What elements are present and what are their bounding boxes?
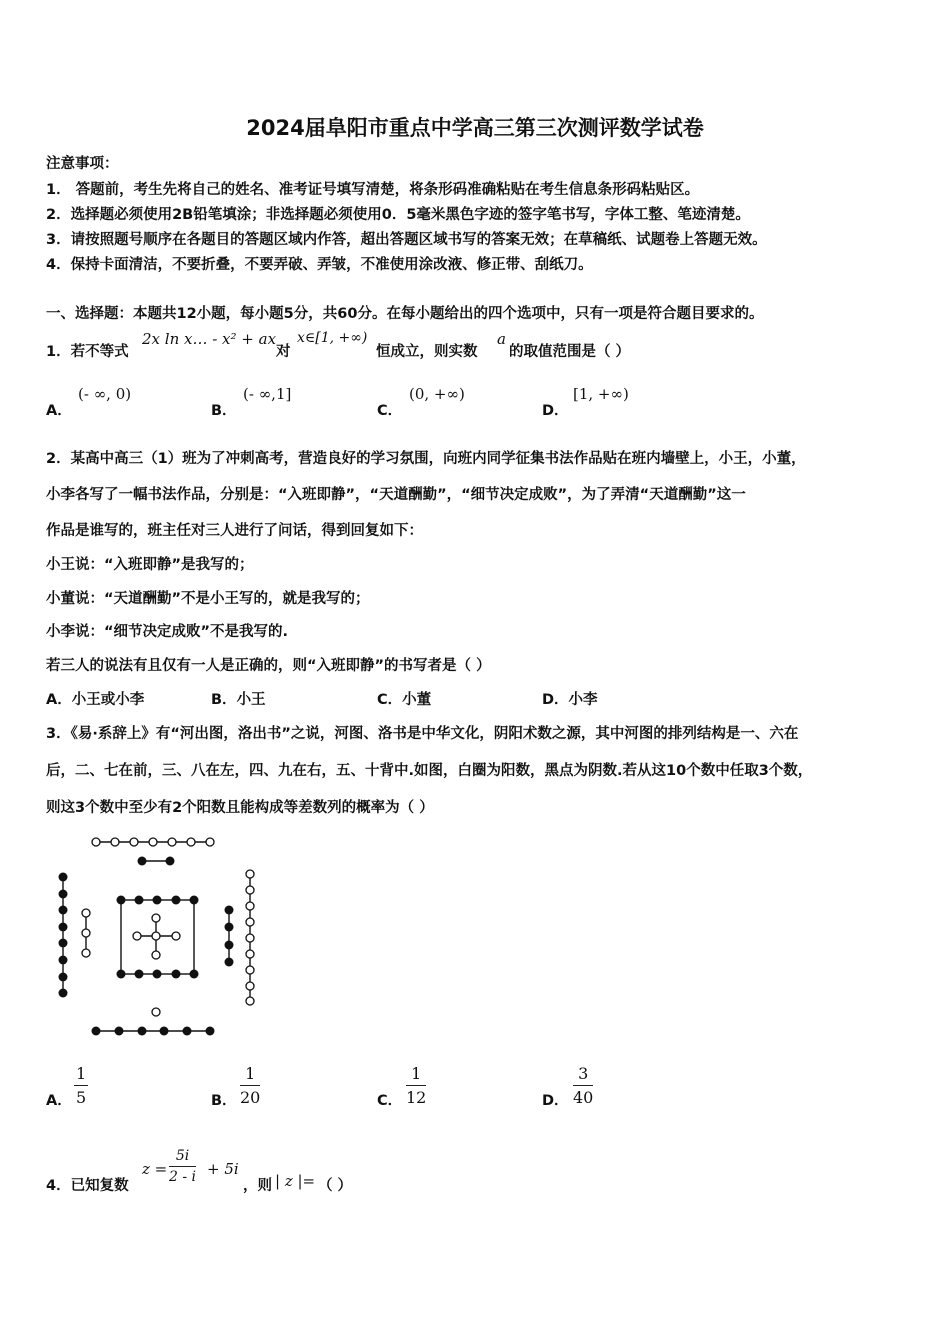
q2-line-7: 若三人的说法有且仅有一人是正确的，则“入班即静”的书写者是（ ） bbox=[46, 658, 491, 674]
q2-option-d: D．小李 bbox=[542, 692, 598, 708]
q2-option-b: B．小王 bbox=[211, 692, 266, 708]
q3-option-a-num: 1 bbox=[74, 1064, 88, 1086]
q3-option-c-fraction bbox=[406, 1064, 426, 1107]
q3-option-d-label: D． bbox=[542, 1093, 569, 1109]
q3-option-a-fraction bbox=[74, 1064, 88, 1107]
q3-option-b-num: 1 bbox=[240, 1064, 260, 1086]
q2-line-1: 2．某高中高三（1）班为了冲刺高考，营造良好的学习氛围，向班内同学征集书法作品贴在班内墙壁上，小王，小董， bbox=[46, 451, 806, 467]
q3-option-a-den: 5 bbox=[76, 1088, 87, 1107]
q3-option-a-label: A． bbox=[46, 1093, 72, 1109]
q1-prefix: 1．若不等式 bbox=[46, 344, 129, 360]
q4-suffix-2: （ ） bbox=[318, 1178, 353, 1194]
q4-prefix: 4．已知复数 bbox=[46, 1178, 129, 1194]
notice-item-2: 2．选择题必须使用2B铅笔填涂；非选择题必须使用0．5毫米黑色字迹的签字笔书写，字体工整、笔迹清楚。 bbox=[46, 207, 750, 223]
notice-heading: 注意事项： bbox=[46, 156, 119, 172]
q4-suffix-1: ，则 bbox=[243, 1178, 272, 1194]
q1-suffix-1: 恒成立，则实数 bbox=[376, 344, 478, 360]
q1-option-d-value: [1, +∞) bbox=[573, 385, 629, 403]
q4-abs: | z |= bbox=[275, 1172, 316, 1190]
q1-suffix-2: 的取值范围是（ ） bbox=[509, 344, 631, 360]
q2-option-a: A．小王或小李 bbox=[46, 692, 145, 708]
q4-rhs: + 5i bbox=[207, 1160, 239, 1178]
q3-option-b-label: B． bbox=[211, 1093, 237, 1109]
q1-option-c-label: C． bbox=[377, 403, 403, 419]
notice-item-3: 3．请按照题号顺序在各题目的答题区域内作答，超出答题区域书写的答案无效；在草稿纸、试题卷上答题无效。 bbox=[46, 232, 767, 248]
q3-option-d-num: 3 bbox=[573, 1064, 593, 1086]
q1-inequality: 2x ln x… - x² + ax bbox=[142, 330, 277, 348]
q3-option-d-fraction bbox=[573, 1064, 593, 1107]
q4-fraction bbox=[169, 1148, 196, 1185]
q1-option-b-label: B． bbox=[211, 403, 237, 419]
q1-var: a bbox=[497, 330, 506, 348]
q2-line-2: 小李各写了一幅书法作品，分别是：“入班即静”，“天道酬勤”，“细节决定成败”，为了弄清“天道酬勤”这一 bbox=[46, 487, 746, 503]
q3-option-d-den: 40 bbox=[573, 1088, 594, 1107]
q1-option-d-label: D． bbox=[542, 403, 569, 419]
q2-line-3: 作品是谁写的，班主任对三人进行了问话，得到回复如下： bbox=[46, 523, 423, 539]
black-dots bbox=[59, 857, 234, 1036]
q3-option-c-label: C． bbox=[377, 1093, 403, 1109]
hetu-diagram bbox=[40, 826, 280, 1048]
q1-mid: 对 bbox=[276, 344, 291, 360]
q1-option-b-value: (- ∞,1] bbox=[243, 385, 292, 403]
page-title: 2024届阜阳市重点中学高三第三次测评数学试卷 bbox=[246, 116, 704, 140]
q1-option-a-value: (- ∞, 0) bbox=[78, 385, 132, 403]
q3-line-1: 3．《易·系辞上》有“河出图，洛出书”之说，河图、洛书是中华文化，阴阳术数之源，其中河图的排列结构是一、六在 bbox=[46, 726, 799, 742]
q1-domain: x∈[1, +∞) bbox=[297, 330, 368, 346]
q2-line-5: 小董说：“天道酬勤”不是小王写的，就是我写的； bbox=[46, 591, 370, 607]
q4-num: 5i bbox=[169, 1148, 196, 1167]
q1-option-c-value: (0, +∞) bbox=[409, 385, 465, 403]
q3-line-3: 则这3个数中至少有2个阳数且能构成等差数列的概率为（ ） bbox=[46, 800, 434, 816]
q3-option-b-den: 20 bbox=[240, 1088, 261, 1107]
q4-lhs: z = bbox=[142, 1160, 168, 1178]
q2-line-4: 小王说：“入班即静”是我写的； bbox=[46, 557, 254, 573]
q1-option-a-label: A． bbox=[46, 403, 72, 419]
q2-line-6: 小李说：“细节决定成败”不是我写的. bbox=[46, 624, 289, 640]
notice-item-4: 4．保持卡面清洁，不要折叠，不要弄破、弄皱，不准使用涂改液、修正带、刮纸刀。 bbox=[46, 257, 593, 273]
q3-option-c-num: 1 bbox=[406, 1064, 426, 1086]
q4-den: 2 - i bbox=[169, 1169, 197, 1185]
section-heading: 一、选择题：本题共12小题，每小题5分，共60分。在每小题给出的四个选项中，只有一项是符合题目要求的。 bbox=[46, 306, 764, 322]
q2-option-c: C．小董 bbox=[377, 692, 432, 708]
q3-option-b-fraction bbox=[240, 1064, 260, 1107]
q3-line-2: 后，二、七在前，三、八在左，四、九在右，五、十背中.如图，白圈为阳数，黑点为阴数.若从这10个数中任取3个数， bbox=[46, 763, 813, 779]
notice-item-1: 1． 答题前，考生先将自己的姓名、准考证号填写清楚，将条形码准确粘贴在考生信息条形码粘贴区。 bbox=[46, 182, 700, 198]
q3-option-c-den: 12 bbox=[406, 1088, 427, 1107]
